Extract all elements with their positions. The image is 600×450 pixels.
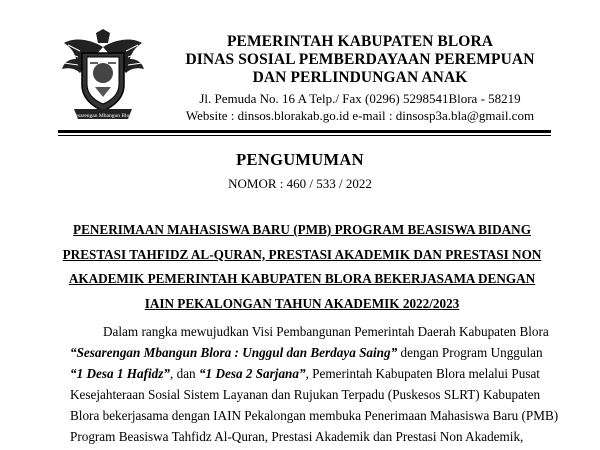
body-line-2: “Sesarengan Mbangun Blora : Unggul dan Berdaya Saing” dengan Program Unggulan — [70, 345, 543, 360]
announcement-number: NOMOR : 460 / 533 / 2022 — [228, 176, 372, 191]
website-email-line: Website : dinsos.blorakab.go.id e-mail : dinsosp3a.bla@gmail.com — [185, 108, 535, 123]
address-line: Jl. Pemuda No. 16 A Telp./ Fax (0296) 5298541Blora - 58219 — [199, 91, 521, 106]
subject-line-1: PENERIMAAN MAHASISWA BARU (PMB) PROGRAM BEASISWA BIDANG — [73, 222, 531, 237]
org-line-1: PEMERINTAH KABUPATEN BLORA — [226, 33, 494, 50]
org-line-2: DINAS SOSIAL PEMBERDAYAAN PEREMPUAN — [185, 51, 535, 68]
subject-line-2: PRESTASI TAHFIDZ AL-QURAN, PRESTASI AKADEMIK DAN PRESTASI NON — [62, 246, 542, 262]
letterhead — [170, 33, 550, 124]
body-line-6: Program Beasiswa Tahfidz Al-Quran, Prestasi Akademik dan Prestasi Non Akademik, — [70, 429, 524, 444]
announcement-subject — [58, 218, 546, 316]
announcement-title: PENGUMUMAN — [236, 150, 364, 169]
body-line-3: “1 Desa 1 Hafidz”, dan “1 Desa 2 Sarjana”, Pemerintah Kabupaten Blora melalui Pusat — [70, 366, 540, 381]
subject-line-3: AKADEMIK PEMERINTAH KABUPATEN BLORA BEKERJASAMA DENGAN — [68, 271, 536, 287]
body-paragraph — [70, 321, 559, 447]
program-quote-2: “1 Desa 2 Sarjana” — [198, 366, 306, 381]
blora-regency-emblem-icon — [60, 29, 146, 121]
body-line-4: Kesejahteraan Sosial Sistem Layanan dan Rujukan Terpadu (Puskesos SLRT) Kabupaten — [70, 387, 541, 402]
body-line-5: Blora bekerjasama dengan IAIN Pekalongan membuka Penerimaan Mahasiswa Baru (PMB) — [70, 408, 559, 423]
subject-line-4: IAIN PEKALONGAN TAHUN AKADEMIK 2022/2023 — [144, 295, 460, 311]
vision-quote: “Sesarengan Mbangun Blora : Unggul dan Berdaya Saing” — [70, 345, 398, 360]
letterhead-rule-thick — [58, 130, 551, 133]
emblem-ribbon-text: Sesarengan Mbangun Blora — [72, 113, 134, 119]
body-line-1: Dalam rangka mewujudkan Visi Pembangunan Pemerintah Daerah Kabupaten Blora — [103, 324, 549, 339]
org-line-3: DAN PERLINDUNGAN ANAK — [252, 69, 468, 86]
program-quote-1: “1 Desa 1 Hafidz” — [70, 366, 171, 381]
letterhead-rule-thin — [58, 135, 551, 136]
